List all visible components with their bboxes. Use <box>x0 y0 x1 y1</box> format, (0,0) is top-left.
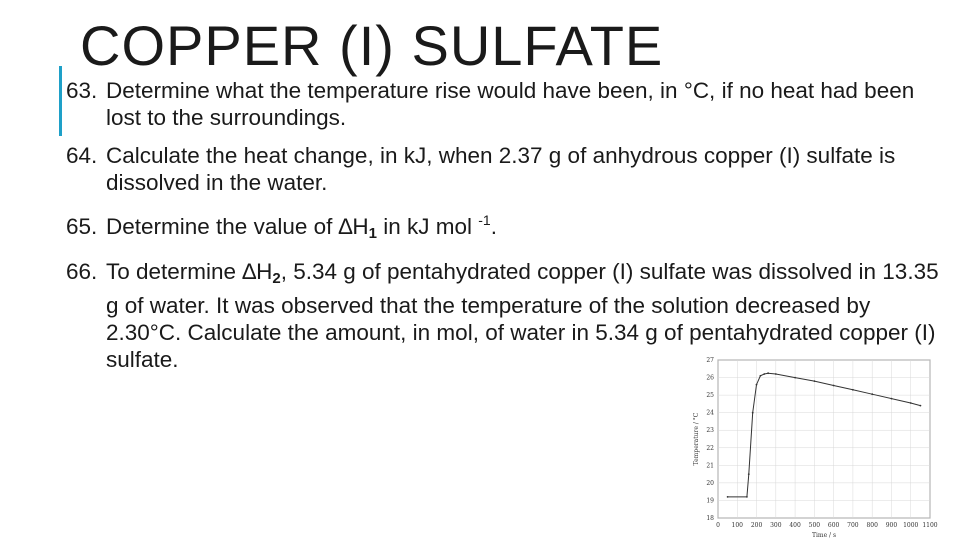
question-text: Determine what the temperature rise would have been, in °C, if no heat had been lost to the surroundings. <box>106 78 915 130</box>
y-tick-label: 20 <box>706 479 714 487</box>
data-point <box>775 373 777 375</box>
y-tick-label: 27 <box>706 357 714 364</box>
question-list <box>66 77 946 373</box>
x-tick-label: 900 <box>885 522 898 529</box>
x-tick-label: 300 <box>770 522 782 529</box>
slide-title: COPPER (I) SULFATE <box>80 14 664 77</box>
data-point <box>767 372 769 374</box>
question-text: , 5.34 g of pentahydrated copper (I) sulfate was dissolved in 13.35 g of water. It was observed that the temperature of the solution decreased by 2.30°C. Calculate the amount, in mol, of water in 5.34 g of pentahydrated copper (I) sulfate. <box>106 259 939 372</box>
x-tick-label: 700 <box>847 522 859 529</box>
temperature-time-graph <box>682 354 938 540</box>
question-number: 66. <box>66 259 98 284</box>
question-text: . <box>490 214 497 239</box>
data-point <box>794 377 796 379</box>
x-tick-label: 600 <box>827 522 840 529</box>
x-tick-label: 0 <box>716 522 720 529</box>
x-axis-label: Time / s <box>811 532 837 539</box>
y-tick-label: 22 <box>706 444 714 452</box>
data-point <box>852 389 854 391</box>
question-text: To determine ∆H <box>106 259 273 284</box>
data-point <box>752 412 754 414</box>
data-point <box>833 385 835 387</box>
question-number: 65. <box>66 214 98 239</box>
x-tick-label: 200 <box>750 522 763 529</box>
y-tick-label: 23 <box>706 427 714 435</box>
data-point <box>871 393 873 395</box>
x-tick-label: 500 <box>808 522 821 529</box>
data-point <box>920 405 922 407</box>
x-tick-label: 1100 <box>922 522 938 529</box>
title-accent-bar <box>59 66 62 136</box>
y-tick-label: 18 <box>706 515 714 522</box>
question-text: Calculate the heat change, in kJ, when 2.37 g of anhydrous copper (I) sulfate is dissolved in the water. <box>106 143 896 195</box>
data-point <box>746 496 748 498</box>
y-tick-label: 21 <box>706 462 714 470</box>
question-text: in kJ mol <box>376 214 479 239</box>
data-point <box>760 375 762 377</box>
question-63 <box>66 77 946 131</box>
data-point <box>814 380 816 382</box>
x-tick-label: 1000 <box>903 522 919 529</box>
superscript: -1 <box>478 212 491 228</box>
data-point <box>891 398 893 400</box>
question-text: Determine the value of ∆H <box>106 214 369 239</box>
data-point <box>763 373 765 375</box>
data-point <box>727 496 729 498</box>
chart-svg <box>682 354 938 540</box>
question-64 <box>66 142 946 196</box>
x-tick-label: 400 <box>789 522 801 529</box>
y-tick-label: 26 <box>706 374 714 382</box>
y-tick-label: 19 <box>706 497 714 505</box>
data-point <box>756 384 758 386</box>
y-tick-label: 24 <box>706 409 714 417</box>
data-point <box>910 402 912 404</box>
question-number: 63. <box>66 78 98 103</box>
question-number: 64. <box>66 143 98 168</box>
x-tick-label: 800 <box>866 522 878 529</box>
question-65 <box>66 207 946 247</box>
data-point <box>748 473 750 475</box>
x-tick-label: 100 <box>731 522 743 529</box>
y-axis-label: Temperature / °C <box>693 412 700 466</box>
y-tick-label: 25 <box>706 392 714 400</box>
subscript: 2 <box>272 270 281 287</box>
subscript: 1 <box>368 225 377 242</box>
